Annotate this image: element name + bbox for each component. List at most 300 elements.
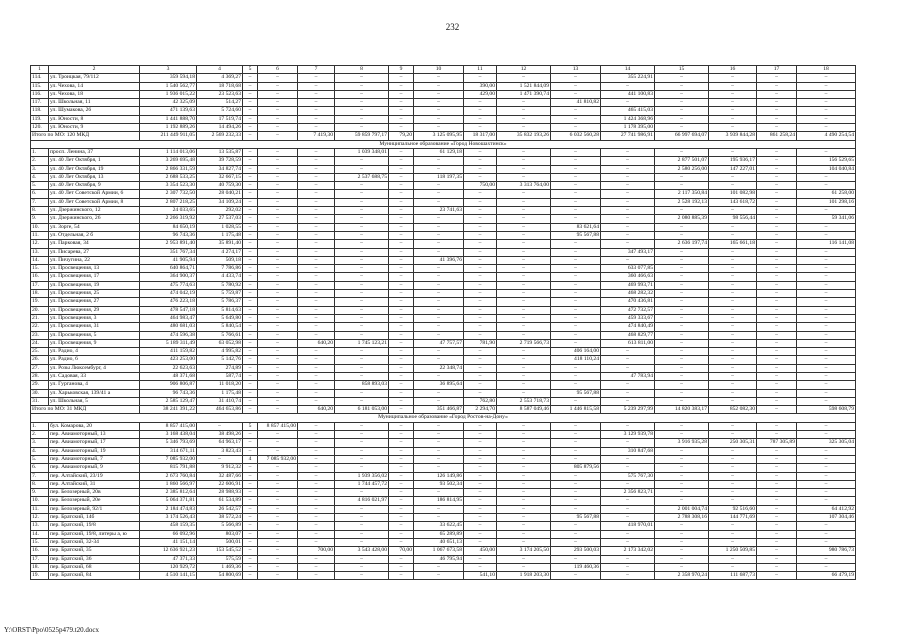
table-cell: – [298,240,335,248]
column-number: 17 [757,66,797,74]
table-cell: – [655,323,709,331]
table-cell: – [243,348,258,356]
table-row [31,198,856,206]
table-cell: – [601,480,655,488]
row-number: 3. [31,439,49,447]
table-cell: – [258,505,298,513]
table-cell: – [258,514,298,522]
table-cell: – [258,497,298,505]
table-cell: – [709,381,757,389]
table-cell: – [709,455,757,463]
table-cell: – [655,555,709,563]
table-row [31,422,856,430]
table-cell: – [655,273,709,281]
table-cell: – [258,472,298,480]
table-cell: – [797,74,856,82]
address-cell: пер. Братский, 14б [49,514,140,522]
table-cell: – [298,331,335,339]
table-cell: – [655,107,709,115]
table-row [31,314,856,322]
table-cell: – [757,489,797,497]
table-row [31,74,856,82]
table-cell: 5 [243,422,258,430]
table-cell: 1 441 888,70 [140,115,197,123]
column-number: 13 [551,66,601,74]
table-cell: 13 535,87 [197,148,243,156]
row-number: 114. [31,74,49,82]
table-cell: – [389,306,414,314]
table-cell: 36 895,64 [414,381,464,389]
table-cell: – [655,489,709,497]
table-body [31,66,856,580]
table-cell: – [298,107,335,115]
table-cell: – [243,555,258,563]
table-cell: – [497,165,551,173]
table-cell: – [243,356,258,364]
table-cell: – [335,323,389,331]
table-cell: – [335,99,389,107]
table-cell: 143 618,72 [709,198,757,206]
table-cell: – [258,339,298,347]
table-cell: – [243,165,258,173]
table-cell: 2 585 129,47 [140,397,197,405]
table-row [31,306,856,314]
table-cell: – [335,563,389,571]
table-cell: 5 724,60 [197,107,243,115]
table-cell: – [243,157,258,165]
table-cell: 5 142,76 [197,356,243,364]
table-cell: – [709,480,757,488]
table-cell: – [551,439,601,447]
table-cell: – [655,256,709,264]
table-cell: – [335,514,389,522]
table-cell: – [335,298,389,306]
table-cell: – [298,555,335,563]
table-cell: 1 745 123,21 [335,339,389,347]
column-number: 6 [258,66,298,74]
table-cell: 33 622,45 [414,522,464,530]
table-cell: – [243,281,258,289]
table-cell: 5 189 311,49 [140,339,197,347]
table-cell: – [335,348,389,356]
table-cell: – [551,90,601,98]
table-cell: – [335,115,389,123]
table-cell: 116 141,08 [797,240,856,248]
table-cell: – [258,148,298,156]
table-cell: – [258,389,298,397]
table-cell: – [243,381,258,389]
table-cell: – [601,497,655,505]
table-cell: – [298,455,335,463]
table-cell: 34 827,74 [197,165,243,173]
table-cell: – [709,472,757,480]
table-cell: – [243,389,258,397]
table-cell: – [243,107,258,115]
table-cell: – [551,207,601,215]
table-cell: – [414,281,464,289]
table-cell: – [757,207,797,215]
table-cell: – [757,530,797,538]
row-number: 24. [31,339,49,347]
table-cell: – [655,522,709,530]
table-cell: – [601,256,655,264]
table-cell: – [298,198,335,206]
address-cell: ул. Просвещения, 9 [49,339,140,347]
table-cell: – [709,182,757,190]
table-cell: – [497,157,551,165]
table-cell: 6 181 053,00 [335,406,389,414]
table-cell: 1 521 844,09 [497,82,551,90]
table-cell: – [464,306,497,314]
table-cell: – [243,306,258,314]
table-cell: – [389,281,414,289]
table-cell: 144 771,69 [709,514,757,522]
table-cell: 79,20 [389,132,414,140]
table-cell: – [335,190,389,198]
table-cell: – [655,207,709,215]
table-cell: – [389,472,414,480]
table-cell: 3 939 844,28 [709,132,757,140]
table-cell: – [797,323,856,331]
table-cell: – [709,331,757,339]
table-cell: – [709,356,757,364]
table-cell: 364 900,37 [140,273,197,281]
table-cell: – [709,281,757,289]
table-cell: – [258,538,298,546]
table-cell: – [797,306,856,314]
address-cell: ул. Дзержинского, 26 [49,215,140,223]
table-cell: – [243,273,258,281]
table-cell: – [298,447,335,455]
table-cell: – [497,215,551,223]
table-row [31,165,856,173]
table-row [31,497,856,505]
table-cell: – [655,265,709,273]
table-cell: – [601,464,655,472]
table-cell: 475 774,63 [140,281,197,289]
table-cell: 2 294,70 [464,406,497,414]
table-cell: – [797,348,856,356]
table-cell: – [551,157,601,165]
table-cell: 474 042,19 [140,290,197,298]
table-cell: – [797,314,856,322]
table-cell: – [389,514,414,522]
table-row [31,464,856,472]
table-cell: – [389,372,414,380]
table-cell: – [298,290,335,298]
table-cell: 613 811,00 [601,339,655,347]
table-cell: – [464,389,497,397]
table-cell: – [757,514,797,522]
table-cell: – [389,190,414,198]
table-row [31,472,856,480]
table-cell: 4 433,74 [197,273,243,281]
table-cell: – [258,223,298,231]
table-cell: 2 537 688,75 [335,173,389,181]
table-row [31,298,856,306]
table-cell: – [757,223,797,231]
table-row [31,339,856,347]
table-row [31,115,856,123]
table-cell: – [414,290,464,298]
table-cell: – [389,165,414,173]
row-number: 19. [31,298,49,306]
table-row [31,348,856,356]
table-cell: – [497,555,551,563]
table-cell: – [497,74,551,82]
table-cell: – [298,115,335,123]
table-cell: – [601,389,655,397]
table-cell: – [335,389,389,397]
row-number: 28. [31,372,49,380]
table-cell: – [335,397,389,405]
table-cell: – [298,522,335,530]
table-cell: – [335,165,389,173]
table-cell: – [601,356,655,364]
table-cell: 47 371,33 [140,555,197,563]
table-cell: – [655,339,709,347]
column-number: 8 [335,66,389,74]
table-row [31,215,856,223]
table-cell: – [335,505,389,513]
table-cell: – [258,132,298,140]
table-cell: – [389,538,414,546]
table-cell: – [243,190,258,198]
table-cell: – [497,514,551,522]
table-cell: – [797,464,856,472]
row-number: 14. [31,530,49,538]
table-cell: – [709,464,757,472]
table-cell: – [258,74,298,82]
table-cell: – [709,290,757,298]
table-cell: – [389,447,414,455]
table-cell: 429,00 [464,90,497,98]
table-cell: 2 184 474,83 [140,505,197,513]
table-cell: – [601,207,655,215]
table-cell: – [414,165,464,173]
address-cell: ул. Шумакова, 26 [49,107,140,115]
row-number: 5. [31,182,49,190]
table-cell: 464 653,86 [197,406,243,414]
total-label: Итого по МО: 120 МКД [31,132,140,140]
table-cell: – [497,306,551,314]
table-cell: 22 623,63 [140,364,197,372]
row-number: 15. [31,265,49,273]
table-cell: – [464,364,497,372]
table-cell: – [709,348,757,356]
table-cell: – [464,505,497,513]
table-cell: 476 223,18 [140,298,197,306]
table-cell: – [551,489,601,497]
table-cell: 195 936,17 [709,157,757,165]
table-cell: – [414,107,464,115]
table-cell: – [389,173,414,181]
table-cell: 64 412,92 [797,505,856,513]
table-cell: – [389,290,414,298]
table-cell: – [797,281,856,289]
table-cell: – [797,364,856,372]
table-cell: – [258,207,298,215]
table-cell: – [551,281,601,289]
table-cell: – [601,538,655,546]
table-cell: 47 783,94 [601,372,655,380]
table-cell: – [497,124,551,132]
table-cell: – [797,207,856,215]
table-cell: 815 791,88 [140,464,197,472]
table-cell: – [757,231,797,239]
table-cell: – [243,124,258,132]
table-cell: – [797,182,856,190]
table-cell: – [551,538,601,546]
table-cell: – [258,489,298,497]
table-cell: – [655,530,709,538]
table-cell: 61 258,00 [797,190,856,198]
table-cell: – [258,290,298,298]
table-cell: – [298,231,335,239]
table-cell: 120 929,72 [140,563,197,571]
table-cell: – [243,547,258,555]
table-cell: – [243,439,258,447]
address-cell: пер. Авиамоторный, 7 [49,455,140,463]
table-cell: – [335,182,389,190]
table-cell: 640,20 [298,406,335,414]
table-cell: – [601,381,655,389]
row-number: 17. [31,281,49,289]
report-table [30,65,856,580]
table-cell: – [243,173,258,181]
table-cell: – [464,256,497,264]
table-cell: – [414,431,464,439]
table-cell: – [464,314,497,322]
table-cell: – [335,82,389,90]
table-cell: – [243,489,258,497]
table-cell: – [243,514,258,522]
table-cell: – [335,555,389,563]
table-cell: – [655,99,709,107]
table-cell: 2 001 004,74 [655,505,709,513]
table-cell: – [655,331,709,339]
table-cell: – [298,223,335,231]
table-cell: 509,18 [197,256,243,264]
table-cell: – [243,522,258,530]
table-cell: – [655,422,709,430]
table-row [31,364,856,372]
table-cell: – [298,381,335,389]
table-cell: – [757,314,797,322]
table-cell: 34 109,24 [197,198,243,206]
table-cell: – [497,265,551,273]
table-cell: 4 995,82 [197,348,243,356]
table-cell: 8 857 415,00 [140,422,197,430]
table-cell: – [551,447,601,455]
table-cell: – [757,173,797,181]
table-cell: – [414,99,464,107]
row-number: 23. [31,331,49,339]
table-cell: – [797,90,856,98]
table-cell: – [464,472,497,480]
table-cell: 3 354 523,30 [140,182,197,190]
table-cell: 46 795,94 [414,555,464,563]
table-cell: – [243,397,258,405]
table-cell: – [258,555,298,563]
table-cell: 5 766,61 [197,331,243,339]
table-cell: 441 100,83 [601,90,655,98]
table-cell: – [464,273,497,281]
table-cell: – [655,348,709,356]
table-cell: – [243,447,258,455]
table-cell: 14 494,26 [197,124,243,132]
table-cell: 3 129 939,78 [601,431,655,439]
table-cell: – [757,339,797,347]
table-cell: 2 553 718,73 [497,397,551,405]
table-cell: – [757,389,797,397]
table-cell: 347 493,17 [601,248,655,256]
table-cell: – [655,455,709,463]
table-cell: – [389,157,414,165]
table-cell: 38 498,26 [197,431,243,439]
table-cell: – [414,306,464,314]
column-number: 4 [197,66,243,74]
table-cell: – [335,439,389,447]
table-cell: – [389,74,414,82]
table-cell: – [389,431,414,439]
table-cell: – [464,173,497,181]
table-row [31,563,856,571]
table-row [31,157,856,165]
row-number: 116. [31,90,49,98]
table-cell: – [389,273,414,281]
table-cell: – [335,356,389,364]
table-cell: – [497,455,551,463]
table-cell: – [464,514,497,522]
address-cell: пер. Братский, 35 [49,547,140,555]
table-cell: – [797,372,856,380]
table-cell: – [757,248,797,256]
table-cell: – [389,356,414,364]
table-cell: – [757,356,797,364]
table-cell: – [243,431,258,439]
table-cell: – [414,464,464,472]
table-cell: – [389,572,414,580]
column-number: 5 [243,66,258,74]
table-cell: – [655,497,709,505]
row-number: 12. [31,514,49,522]
table-cell: 1 936 015,22 [140,90,197,98]
table-row [31,538,856,546]
table-cell: – [757,538,797,546]
address-cell: просп. Ленина, 37 [49,148,140,156]
row-number: 21. [31,314,49,322]
table-cell: – [551,82,601,90]
table-cell: – [258,240,298,248]
table-cell: – [258,265,298,273]
table-cell: – [601,514,655,522]
table-cell: – [243,497,258,505]
table-cell: 59 341,06 [797,215,856,223]
table-cell: – [551,455,601,463]
table-row [31,489,856,497]
table-cell: 906 806,87 [140,381,197,389]
table-cell: – [757,406,797,414]
table-cell: – [258,198,298,206]
table-cell: – [335,281,389,289]
table-cell: – [497,190,551,198]
table-cell: 156 529,65 [797,157,856,165]
table-cell: 805 879,56 [551,464,601,472]
row-number: 18. [31,563,49,571]
address-cell: ул. Садовая, 33 [49,372,140,380]
column-number: 16 [709,66,757,74]
